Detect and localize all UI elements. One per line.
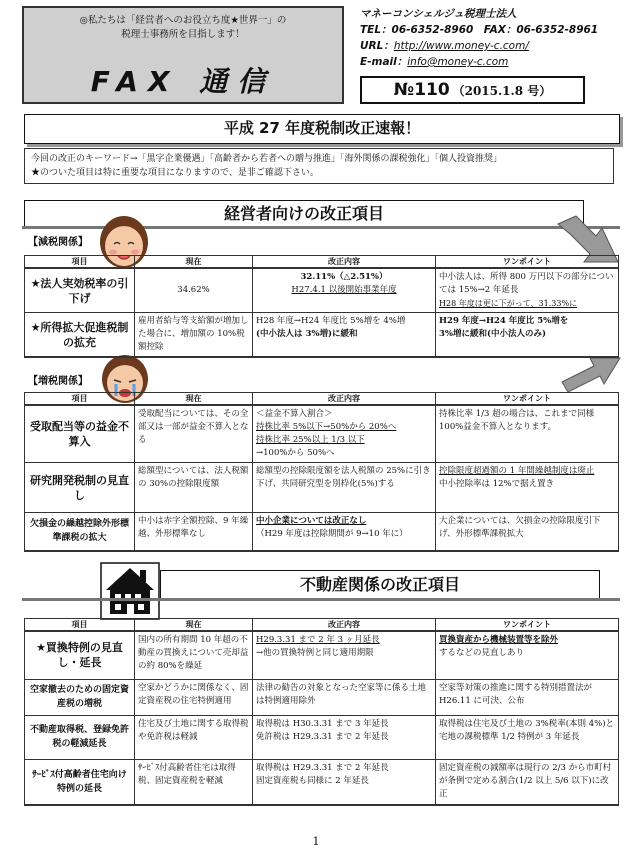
issue-date: （2015.1.8 号）: [452, 84, 552, 98]
point-cell: [436, 463, 619, 513]
change-text: H28 年度→H24 年度比 5%増を 4%増: [256, 316, 406, 326]
change-text: →他の買換特例と同じ適用期限: [256, 648, 374, 658]
column-header: 現在: [135, 393, 253, 406]
title-text: FAX 通信: [90, 65, 276, 98]
email-link[interactable]: info@money-c.com: [407, 56, 509, 68]
point-text: H29 年度→H24 年度比 5%増を: [439, 316, 569, 326]
url-label: URL：: [360, 40, 394, 52]
issue-box: [360, 76, 585, 104]
column-header: 改正内容: [253, 256, 436, 269]
change-text: 固定資産税も同様に 2 年延長: [256, 775, 369, 786]
subheading-tax-cuts: 【減税関係】: [28, 237, 88, 248]
change-text: ＜益金不算入割合＞: [256, 409, 333, 419]
point-text: するなどの見直しあり: [439, 648, 525, 658]
change-cell: 総額型の控除限度額を法人税額の 25%に引き下げ、共同研究型を別枠化(5%)する: [253, 463, 436, 513]
table-row: [25, 405, 619, 463]
change-text: 取得税は H30.3.31 まで 3 年延長: [256, 718, 389, 729]
table-row: [25, 513, 619, 551]
motto-line-1: ◎私たちは「経営者へのお役立ち度★世界一」の: [79, 15, 287, 26]
contact-block: [360, 6, 622, 70]
tax-cut-table: [24, 255, 619, 358]
point-cell: 固定資産税の減額率は現行の 2/3 から市町村が条例で定める割合(1/2 以上 5/6 以下)に改正: [436, 759, 619, 805]
point-cell: [436, 268, 619, 313]
column-header: ワンポイント: [436, 393, 619, 406]
change-cell: [253, 513, 436, 551]
point-cell: 取得税は住宅及び土地の 3%税率(本則 4%)と宅地の課税標準 1/2 特例が 3 年延長: [436, 715, 619, 759]
current-cell: 34.62%: [135, 268, 253, 313]
change-cell: [253, 631, 436, 679]
current-cell: 空家かどうかに関係なく、固定資産税の住宅特例適用: [135, 679, 253, 715]
firm-name: マネーコンシェルジュ税理士法人: [360, 8, 517, 20]
intro-note: ★のついた項目は特に重要な項目になりますので、是非ご確認下さい。: [31, 168, 319, 178]
change-text: 32.11%（△2.51%）: [300, 272, 388, 282]
header-banner: [22, 6, 344, 104]
table-header-row: [25, 256, 619, 269]
point-cell: 持株比率 1/3 超の場合は、これまで同様 100%益金不算入となります。: [436, 405, 619, 463]
tel-fax: TEL：06-6352-8960 FAX：06-6352-8961: [360, 24, 599, 36]
column-header: 項目: [25, 256, 135, 269]
website-link[interactable]: http://www.money-c.com/: [393, 40, 529, 52]
column-header: 項目: [25, 619, 135, 632]
email-label: E-mail：: [360, 56, 408, 68]
change-cell: [253, 715, 436, 759]
section-divider: [22, 598, 620, 601]
tax-increase-table: [24, 392, 619, 552]
column-header: 改正内容: [253, 393, 436, 406]
table-row: [25, 268, 619, 313]
section-title-management: 経営者向けの改正項目: [24, 200, 584, 228]
point-text: 中小控除率は 12%で据え置き: [439, 479, 555, 489]
change-text: 免許税は H29.3.31 まで 2 年延長: [256, 731, 389, 742]
motto: [24, 14, 342, 42]
current-cell: 中小は赤字全額控除、9 年繰越、外形標準なし: [135, 513, 253, 551]
point-cell: [436, 631, 619, 679]
point-text: 控除限度超過額の 1 年間繰越制度は廃止: [439, 466, 595, 476]
change-text: 中小企業については改正なし: [256, 516, 367, 526]
url-line: [360, 38, 622, 54]
change-cell: [253, 759, 436, 805]
column-header: ワンポイント: [436, 619, 619, 632]
change-text: →100%から 50%へ: [256, 448, 335, 458]
house-icon: [100, 562, 160, 620]
row-label: ★買換特例の見直し・延長: [25, 631, 135, 679]
arrow-icon: [560, 352, 622, 396]
row-label: 不動産取得税、登録免許税の軽減延長: [25, 715, 135, 759]
row-label: ★法人実効税率の引下げ: [25, 268, 135, 313]
current-cell: 国内の所有期間 10 年超の不動産の買換えについて売却益の約 80%を繰延: [135, 631, 253, 679]
table-header-row: [25, 393, 619, 406]
table-header-row: [25, 619, 619, 632]
change-text: 持株比率 25%以上 1/3 以下: [256, 435, 365, 445]
point-text: 買換資産から機械装置等を除外: [439, 635, 559, 645]
table-row: [25, 313, 619, 358]
point-text: H28 年度は更に下がって、31.33%に: [439, 299, 578, 308]
column-header: 現在: [135, 619, 253, 632]
current-cell: 総額型については、法人税額の 30%の控除限度額: [135, 463, 253, 513]
current-cell: 受取配当については、その全部又は一部が益金不算入となる: [135, 405, 253, 463]
change-text: H27.4.1 以後開始事業年度: [291, 285, 397, 295]
row-label: 研究開発税制の見直し: [25, 463, 135, 513]
change-cell: [253, 268, 436, 313]
change-text: H29.3.31 まで 2 年 3 ヶ月延長: [256, 635, 380, 645]
row-label: ★所得拡大促進税制の拡充: [25, 313, 135, 358]
point-text: 中小法人は、所得 800 万円以下の部分については 15%→2 年延長: [439, 272, 614, 295]
current-cell: 住宅及び土地に関する取得税や免許税は軽減: [135, 715, 253, 759]
table-row: [25, 631, 619, 679]
point-cell: [436, 313, 619, 358]
issue-number: №110: [393, 80, 450, 100]
point-text: 3%増に緩和(中小法人のみ): [439, 329, 547, 339]
change-text: （H29 年度は控除期間が 9→10 年に）: [256, 529, 408, 539]
real-estate-table: [24, 618, 619, 806]
column-header: ワンポイント: [436, 256, 619, 269]
change-text: 持株比率 5%以下→50%から 20%へ: [256, 422, 397, 432]
point-cell: 大企業については、欠損金の控除限度引下げ、外形標準課税拡大: [436, 513, 619, 551]
email-line: [360, 54, 622, 70]
row-label: 欠損金の繰越控除外形標準課税の拡大: [25, 513, 135, 551]
row-label: 空家撤去のための固定資産税の増税: [25, 679, 135, 715]
column-header: 改正内容: [253, 619, 436, 632]
change-cell: [253, 313, 436, 358]
page-number: 1: [312, 835, 320, 848]
newsletter-title: [24, 60, 342, 100]
point-cell: 空家等対策の推進に関する特別措置法が H26.11 に可決、公布: [436, 679, 619, 715]
table-row: [25, 715, 619, 759]
change-cell: [253, 405, 436, 463]
change-cell: 法律の勧告の対象となった空家等に係る土地は特例適用除外: [253, 679, 436, 715]
intro-box: [24, 148, 614, 184]
row-label: ｻｰﾋﾞｽ付高齢者住宅向け特例の延長: [25, 759, 135, 805]
change-text: 取得税は H29.3.31 まで 2 年延長: [256, 762, 389, 773]
subheading-tax-increases: 【増税関係】: [28, 376, 88, 387]
table-row: [25, 759, 619, 805]
row-label: 受取配当等の益金不算入: [25, 405, 135, 463]
section-title-real-estate: 不動産関係の改正項目: [160, 570, 600, 600]
column-header: 項目: [25, 393, 135, 406]
motto-line-2: 税理士事務所を目指します！: [121, 29, 245, 40]
current-cell: ｻｰﾋﾞｽ付高齢者住宅は取得税、固定資産税を軽減: [135, 759, 253, 805]
headline: 平成 27 年度税制改正速報！: [24, 114, 620, 144]
column-header: 現在: [135, 256, 253, 269]
intro-keywords: 今回の改正のキーワード→「黒字企業優遇」「高齢者から若者への贈与推進」「海外関係の課税強化」「個人投資推奨」: [31, 154, 503, 164]
table-row: [25, 463, 619, 513]
current-cell: 雇用者給与等支給額が増加した場合に、増加額の 10%税額控除: [135, 313, 253, 358]
table-row: [25, 679, 619, 715]
change-text: (中小法人は 3%増)に緩和: [256, 329, 358, 339]
